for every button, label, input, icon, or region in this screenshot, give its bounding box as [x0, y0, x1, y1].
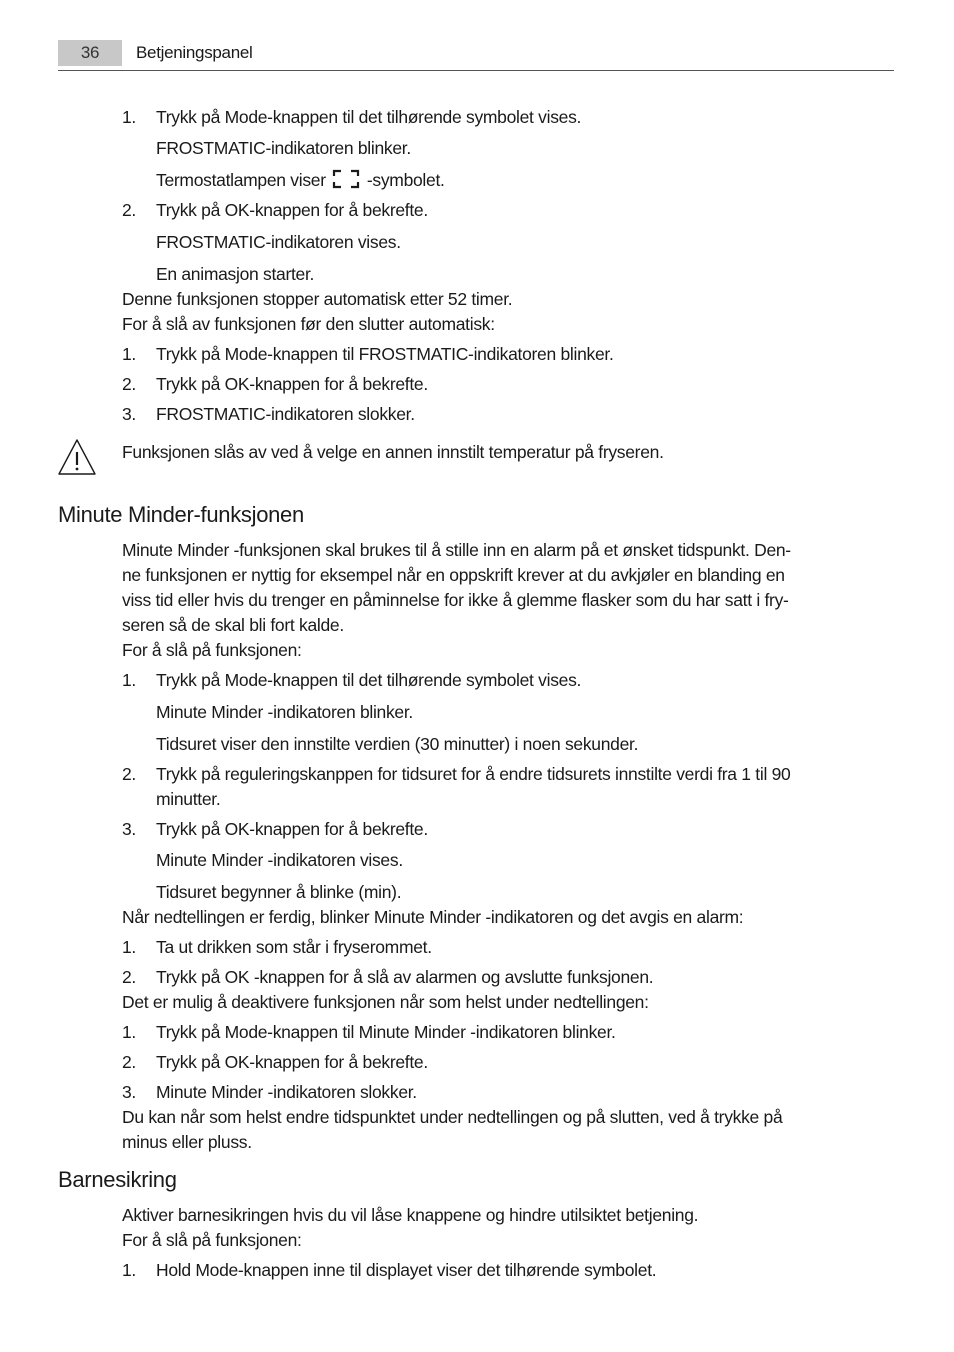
list-item: Trykk på Mode-knappen til det tilhørende symbolet vises.: [156, 670, 582, 690]
paragraph: For å slå på funksjonen:: [122, 1230, 302, 1250]
page-number: 36: [58, 40, 122, 66]
warning-text: Funksjonen slås av ved å velge en annen innstilt temperatur på fryseren.: [122, 442, 664, 462]
list-item: Trykk på Mode-knappen til FROSTMATIC-indikatoren blinker.: [156, 344, 614, 364]
paragraph: Denne funksjonen stopper automatisk etter 52 timer.: [122, 289, 513, 309]
running-header: Betjeningspanel: [136, 43, 253, 62]
list-number: 1.: [122, 1260, 136, 1280]
list-number: 1.: [122, 107, 136, 127]
list-item: Trykk på OK-knappen for å bekrefte.: [156, 1052, 428, 1072]
header-rule: [58, 70, 894, 71]
paragraph: For å slå på funksjonen:: [122, 640, 302, 660]
list-number: 3.: [122, 404, 136, 424]
list-item: Trykk på OK -knappen for å slå av alarmen og avslutte funksjonen.: [156, 967, 654, 987]
list-number: 2.: [122, 764, 136, 784]
list-item: Trykk på reguleringskanppen for tidsuret for å endre tidsurets innstilte verdi fra 1 til 90: [156, 764, 791, 784]
paragraph: Minute Minder -funksjonen skal brukes til å stille inn en alarm på et ønsket tidspunkt. Den-: [122, 540, 791, 560]
list-item-continuation: minutter.: [156, 789, 221, 809]
list-number: 2.: [122, 200, 136, 220]
list-subitem: [156, 168, 445, 192]
list-subitem: Tidsuret begynner å blinke (min).: [156, 882, 402, 902]
list-subitem: Minute Minder -indikatoren vises.: [156, 850, 403, 870]
section-heading-minute-minder: Minute Minder-funksjonen: [58, 502, 304, 527]
list-item: Trykk på Mode-knappen til det tilhørende symbolet vises.: [156, 107, 582, 127]
list-subitem-text: Termostatlampen viser: [156, 170, 326, 190]
list-number: 1.: [122, 670, 136, 690]
paragraph: Det er mulig å deaktivere funksjonen når som helst under nedtellingen:: [122, 992, 649, 1012]
paragraph: viss tid eller hvis du trenger en påminnelse for ikke å glemme flasker som du har satt i fry-: [122, 590, 789, 610]
paragraph: For å slå av funksjonen før den slutter automatisk:: [122, 314, 495, 334]
list-subitem: FROSTMATIC-indikatoren blinker.: [156, 138, 411, 158]
paragraph: Aktiver barnesikringen hvis du vil låse knappene og hindre utilsiktet betjening.: [122, 1205, 699, 1225]
paragraph: Du kan når som helst endre tidspunktet under nedtellingen og på slutten, ved å trykke på: [122, 1107, 783, 1127]
list-item: Trykk på OK-knappen for å bekrefte.: [156, 819, 428, 839]
list-item: Hold Mode-knappen inne til displayet viser det tilhørende symbolet.: [156, 1260, 657, 1280]
list-subitem: FROSTMATIC-indikatoren vises.: [156, 232, 401, 252]
section-heading-child-lock: Barnesikring: [58, 1167, 177, 1192]
list-number: 1.: [122, 344, 136, 364]
list-subitem-text: -symbolet.: [366, 170, 445, 190]
thermostat-symbol-icon: [332, 169, 360, 189]
list-number: 2.: [122, 374, 136, 394]
list-number: 3.: [122, 1082, 136, 1102]
list-number: 1.: [122, 1022, 136, 1042]
list-number: 2.: [122, 1052, 136, 1072]
list-subitem: Tidsuret viser den innstilte verdien (30 minutter) i noen sekunder.: [156, 734, 639, 754]
list-number: 1.: [122, 937, 136, 957]
warning-triangle-icon: [57, 437, 97, 477]
paragraph: seren så de skal bli fort kalde.: [122, 615, 344, 635]
list-item: FROSTMATIC-indikatoren slokker.: [156, 404, 415, 424]
list-item: Ta ut drikken som står i fryserommet.: [156, 937, 432, 957]
list-number: 3.: [122, 819, 136, 839]
paragraph: Når nedtellingen er ferdig, blinker Minute Minder -indikatoren og det avgis en alarm:: [122, 907, 744, 927]
list-item: Trykk på OK-knappen for å bekrefte.: [156, 200, 428, 220]
list-subitem: En animasjon starter.: [156, 264, 315, 284]
list-item: Minute Minder -indikatoren slokker.: [156, 1082, 417, 1102]
list-item: Trykk på Mode-knappen til Minute Minder -indikatoren blinker.: [156, 1022, 616, 1042]
list-number: 2.: [122, 967, 136, 987]
paragraph: ne funksjonen er nyttig for eksempel når en oppskrift krever at du avkjøler en blanding en: [122, 565, 785, 585]
list-subitem: Minute Minder -indikatoren blinker.: [156, 702, 413, 722]
list-item: Trykk på OK-knappen for å bekrefte.: [156, 374, 428, 394]
paragraph: minus eller pluss.: [122, 1132, 252, 1152]
